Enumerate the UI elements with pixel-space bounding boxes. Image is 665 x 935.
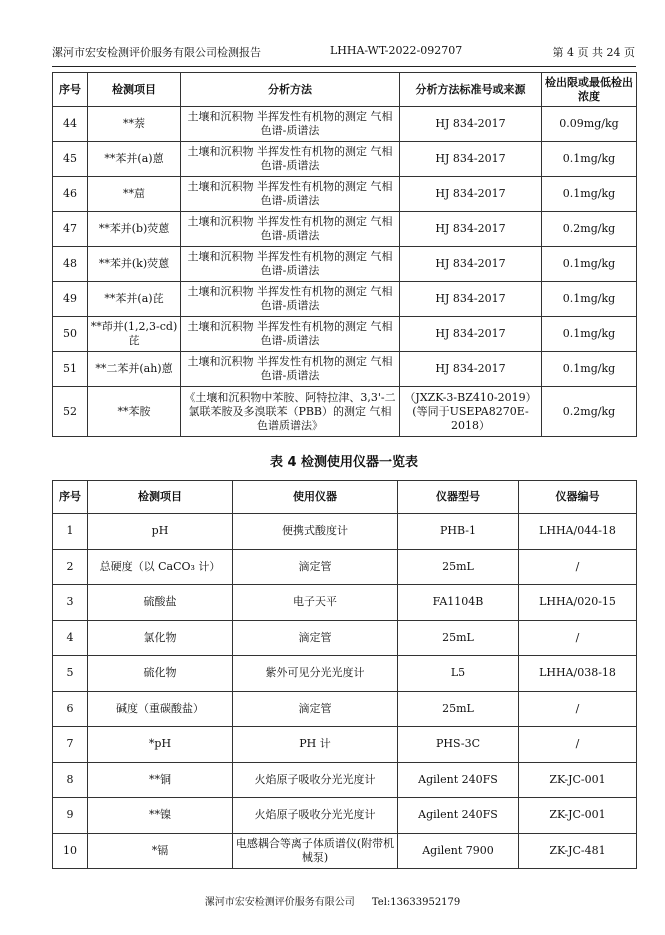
- cell-limit: 0.1mg/kg: [542, 142, 637, 177]
- col-header-standard: 分析方法标准号或来源: [400, 73, 542, 107]
- table-row: [53, 656, 637, 692]
- cell-no: 51: [53, 352, 88, 387]
- cell-item: **二苯并(ah)蒽: [88, 352, 181, 387]
- cell-model: 25mL: [398, 620, 519, 656]
- cell-no: 4: [53, 620, 88, 656]
- cell-standard: HJ 834-2017: [400, 177, 542, 212]
- cell-limit: 0.09mg/kg: [542, 107, 637, 142]
- cell-no: 3: [53, 585, 88, 621]
- page-number: 第 4 页 共 24 页: [552, 46, 635, 59]
- cell-item: **苯胺: [88, 387, 181, 437]
- cell-method: 土壤和沉积物 半挥发性有机物的测定 气相色谱-质谱法: [181, 107, 400, 142]
- cell-no: 6: [53, 691, 88, 727]
- cell-model: 25mL: [398, 549, 519, 585]
- cell-no: 49: [53, 282, 88, 317]
- cell-instrument: 滴定管: [233, 549, 398, 585]
- table-row: [53, 177, 637, 212]
- table-row: [53, 514, 637, 550]
- cell-model: 25mL: [398, 691, 519, 727]
- report-number: LHHA-WT-2022-092707: [330, 44, 463, 57]
- cell-standard: HJ 834-2017: [400, 247, 542, 282]
- cell-model: Agilent 7900: [398, 833, 519, 869]
- cell-model: L5: [398, 656, 519, 692]
- cell-instrument: 滴定管: [233, 691, 398, 727]
- cell-limit: 0.2mg/kg: [542, 387, 637, 437]
- cell-code: ZK-JC-481: [519, 833, 637, 869]
- cell-code: /: [519, 691, 637, 727]
- cell-item: **苯并(a)蒽: [88, 142, 181, 177]
- table-row: [53, 833, 637, 869]
- cell-item: **铜: [88, 762, 233, 798]
- cell-no: 44: [53, 107, 88, 142]
- cell-no: 48: [53, 247, 88, 282]
- cell-standard: HJ 834-2017: [400, 282, 542, 317]
- cell-code: /: [519, 727, 637, 763]
- cell-limit: 0.1mg/kg: [542, 317, 637, 352]
- footer-company: 漯河市宏安检测评价服务有限公司: [204, 897, 355, 908]
- cell-no: 9: [53, 798, 88, 834]
- cell-item: **萘: [88, 107, 181, 142]
- cell-instrument: 火焰原子吸收分光光度计: [233, 762, 398, 798]
- cell-item: 碱度（重碳酸盐）: [88, 691, 233, 727]
- table-row: [53, 107, 637, 142]
- cell-standard: HJ 834-2017: [400, 142, 542, 177]
- cell-item: **苯并(k)荧蒽: [88, 247, 181, 282]
- col-header-instrument: 使用仪器: [233, 481, 398, 514]
- cell-standard: HJ 834-2017: [400, 352, 542, 387]
- cell-standard: HJ 834-2017: [400, 317, 542, 352]
- cell-instrument: 便携式酸度计: [233, 514, 398, 550]
- table-header-row: [53, 73, 637, 107]
- table-row: [53, 282, 637, 317]
- cell-no: 10: [53, 833, 88, 869]
- table-row: [53, 549, 637, 585]
- cell-item: *pH: [88, 727, 233, 763]
- col-header-method: 分析方法: [181, 73, 400, 107]
- cell-item: **镍: [88, 798, 233, 834]
- cell-model: PHB-1: [398, 514, 519, 550]
- cell-method: 土壤和沉积物 半挥发性有机物的测定 气相色谱-质谱法: [181, 177, 400, 212]
- cell-no: 8: [53, 762, 88, 798]
- cell-standard: HJ 834-2017: [400, 212, 542, 247]
- table-row: [53, 798, 637, 834]
- cell-standard: HJ 834-2017: [400, 107, 542, 142]
- table-header-row: [53, 481, 637, 514]
- cell-code: LHHA/044-18: [519, 514, 637, 550]
- table-row: [53, 247, 637, 282]
- col-header-no: 序号: [53, 481, 88, 514]
- cell-instrument: 电子天平: [233, 585, 398, 621]
- cell-item: 硫酸盐: [88, 585, 233, 621]
- cell-no: 52: [53, 387, 88, 437]
- cell-limit: 0.1mg/kg: [542, 247, 637, 282]
- page-header: [52, 44, 635, 60]
- cell-no: 50: [53, 317, 88, 352]
- footer-tel: Tel:13633952179: [371, 897, 461, 908]
- cell-no: 2: [53, 549, 88, 585]
- cell-item: pH: [88, 514, 233, 550]
- table-row: [53, 317, 637, 352]
- cell-no: 47: [53, 212, 88, 247]
- cell-item: **茚并(1,2,3-cd)芘: [88, 317, 181, 352]
- cell-no: 7: [53, 727, 88, 763]
- cell-model: PHS-3C: [398, 727, 519, 763]
- cell-no: 45: [53, 142, 88, 177]
- cell-instrument: 滴定管: [233, 620, 398, 656]
- instrument-table: [52, 480, 637, 869]
- col-header-item: 检测项目: [88, 481, 233, 514]
- table-row: [53, 762, 637, 798]
- cell-instrument: 火焰原子吸收分光光度计: [233, 798, 398, 834]
- cell-method: 土壤和沉积物 半挥发性有机物的测定 气相色谱-质谱法: [181, 247, 400, 282]
- cell-limit: 0.2mg/kg: [542, 212, 637, 247]
- cell-item: 氯化物: [88, 620, 233, 656]
- cell-item: *镉: [88, 833, 233, 869]
- cell-no: 46: [53, 177, 88, 212]
- cell-model: FA1104B: [398, 585, 519, 621]
- table-row: [53, 387, 637, 437]
- col-header-item: 检测项目: [88, 73, 181, 107]
- cell-method: 土壤和沉积物 半挥发性有机物的测定 气相色谱-质谱法: [181, 317, 400, 352]
- col-header-limit: 检出限或最低检出浓度: [542, 73, 637, 107]
- col-header-no: 序号: [53, 73, 88, 107]
- page-footer: [0, 893, 665, 908]
- cell-model: Agilent 240FS: [398, 798, 519, 834]
- cell-instrument: PH 计: [233, 727, 398, 763]
- col-header-code: 仪器编号: [519, 481, 637, 514]
- cell-method: 土壤和沉积物 半挥发性有机物的测定 气相色谱-质谱法: [181, 212, 400, 247]
- cell-code: LHHA/038-18: [519, 656, 637, 692]
- cell-item: **䓛: [88, 177, 181, 212]
- cell-code: /: [519, 549, 637, 585]
- cell-code: /: [519, 620, 637, 656]
- table-row: [53, 727, 637, 763]
- cell-instrument: 紫外可见分光光度计: [233, 656, 398, 692]
- cell-instrument: 电感耦合等离子体质谱仪(附带机械泵): [233, 833, 398, 869]
- table-row: [53, 352, 637, 387]
- cell-method: 土壤和沉积物 半挥发性有机物的测定 气相色谱-质谱法: [181, 142, 400, 177]
- cell-no: 1: [53, 514, 88, 550]
- org-report-title: 漯河市宏安检测评价服务有限公司检测报告: [52, 46, 261, 59]
- cell-standard: （JXZK-3-BZ410-2019）(等同于USEPA8270E-2018）: [400, 387, 542, 437]
- table-row: [53, 620, 637, 656]
- cell-code: LHHA/020-15: [519, 585, 637, 621]
- cell-item: 总硬度（以 CaCO₃ 计）: [88, 549, 233, 585]
- table-row: [53, 212, 637, 247]
- table-row: [53, 142, 637, 177]
- col-header-model: 仪器型号: [398, 481, 519, 514]
- analysis-method-table: [52, 72, 637, 437]
- cell-method: 土壤和沉积物 半挥发性有机物的测定 气相色谱-质谱法: [181, 352, 400, 387]
- cell-no: 5: [53, 656, 88, 692]
- table-row: [53, 585, 637, 621]
- table-row: [53, 691, 637, 727]
- cell-item: **苯并(b)荧蒽: [88, 212, 181, 247]
- header-divider: [52, 66, 636, 67]
- cell-method: 《土壤和沉积物中苯胺、阿特拉津、3,3'-二氯联苯胺及多溴联苯（PBB）的测定 气相色谱质谱法》: [181, 387, 400, 437]
- cell-code: ZK-JC-001: [519, 762, 637, 798]
- cell-limit: 0.1mg/kg: [542, 282, 637, 317]
- cell-code: ZK-JC-001: [519, 798, 637, 834]
- cell-method: 土壤和沉积物 半挥发性有机物的测定 气相色谱-质谱法: [181, 282, 400, 317]
- cell-item: 硫化物: [88, 656, 233, 692]
- cell-item: **苯并(a)芘: [88, 282, 181, 317]
- table4-caption: 表 4 检测使用仪器一览表: [269, 455, 419, 470]
- cell-limit: 0.1mg/kg: [542, 177, 637, 212]
- cell-limit: 0.1mg/kg: [542, 352, 637, 387]
- cell-model: Agilent 240FS: [398, 762, 519, 798]
